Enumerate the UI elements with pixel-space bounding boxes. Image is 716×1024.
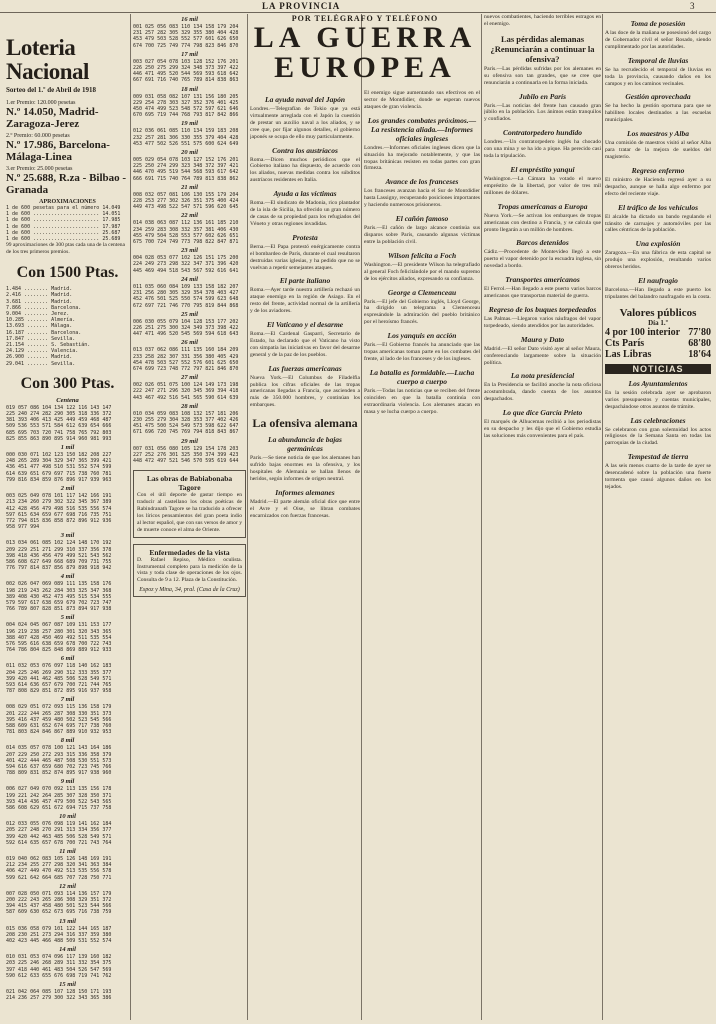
number-group-heading: 26 mil [181, 339, 198, 347]
article-text: Madrid.—El parte alemán oficial dice que entre el Avre y el Oise, se libran combates encarnizados con fuerzas francesas. [250, 498, 360, 519]
page-number: 3 [690, 1, 695, 11]
vision-advert-title: Enfermedades de la vista [149, 547, 230, 557]
number-group-heading: 11 mil [59, 848, 76, 856]
number-group-heading: 10 mil [59, 813, 76, 821]
approximations-heading: APROXIMACIONES [39, 199, 96, 205]
number-block: 011 032 053 076 097 118 140 162 183 204 225 246 269 290 312 333 355 377 399 420 441 462 485 506 528 549 571 593 614 636 657 679 700 721 744 765 787 808 829 851 872 895 916 937 958 [6, 663, 112, 695]
securities-value: 77'80 [688, 326, 711, 338]
telegraph-label: POR TELÉGRAFO Y TELÉFONO [291, 14, 439, 23]
number-group-heading: 2 mil [60, 485, 75, 493]
local-news-column [605, 14, 711, 1020]
article-text: A las doce de la mañana se posesionó del cargo de Gobernador civil el señor Rosado, siendo cumplimentado por las autoridades. [605, 30, 711, 50]
article-text: Londres.—Telegrafían de Tokio que ya está virtualmente arreglada con el Japón la cuestión de prestar un auxilio naval a los aliados, y se cree que, por fijar algunos detalles, el gobierno japonés se ocupa de ello muy particularmente. [250, 106, 360, 140]
lottery-column [6, 14, 129, 1020]
article-text: En la Presidencia se facilitó anoche la nota oficiosa acostumbrada, dando cuenta de los asuntos despachados. [484, 382, 601, 403]
number-block: 012 036 061 085 110 134 159 183 208 232 257 281 306 330 355 379 404 428 453 477 502 526 551 575 600 624 649 [133, 128, 239, 147]
article-text: París.—El Gobierno francés ha anunciado que las tropas americanas toman parte en los combates del frente, al lado de los franceses y de los ingleses. [364, 342, 480, 362]
article-heading: Las celebraciones [630, 415, 686, 425]
german-offensive-heading: La ofensiva alemana [252, 416, 358, 431]
number-block: 014 038 063 087 112 136 161 185 210 234 259 283 308 332 357 381 406 430 455 479 504 528 553 577 602 626 651 675 700 724 749 773 798 822 847 871 [133, 220, 239, 246]
number-block: 002 026 047 069 089 111 135 158 176 198 219 243 262 284 303 325 347 368 389 408 430 452 473 495 515 534 555 579 597 617 638 659 679 702 723 747 766 789 807 828 851 873 894 917 938 [6, 581, 112, 613]
war-column-3 [484, 14, 601, 1020]
column-rule [247, 14, 248, 1020]
article-heading: Gestión aprovechada [625, 92, 691, 102]
article-text: Madrid.—El señor Dato visitó ayer al señor Maura, conferenciando largamente sobre la situación política. [484, 345, 601, 366]
prize-2-number: N.º 17.986, Barcelona-Málaga-Linea [6, 139, 110, 163]
prize-2-label: 2.º Premio: 60.000 pesetas [6, 133, 70, 139]
article-heading: Tropas americanas a Europa [497, 201, 588, 211]
article-heading: Los yanquis en acción [387, 331, 457, 341]
number-group-heading: 23 mil [181, 247, 198, 255]
number-group-heading: 27 mil [181, 374, 198, 382]
number-group-heading: Centena [56, 396, 79, 404]
news-section-heading: NOTICIAS [605, 364, 711, 374]
tagore-box-text: Con el útil deporte de gastar tiempo en traducir al castellano los obras poéticas de Rabindranath Tagore se ha traducido a ofrecer los líricos pensamientos del gran poeta indio al lector español, que con sus versos de amor y de muerte conoce el alma de Oriente. [137, 492, 243, 533]
number-group-heading: 4 mil [60, 573, 75, 581]
number-group-heading: 1 mil [60, 444, 75, 452]
article-heading: El parte italiano [279, 276, 331, 286]
war-column-1 [250, 90, 360, 1020]
article-text: En la sesión celebrada ayer se aprobaron varios presupuestos y cuentas municipales, despachándose otros asuntos de trámite. [605, 389, 711, 410]
number-block: 015 036 058 079 101 122 144 165 187 208 230 251 273 294 316 337 359 380 402 423 445 466 488 509 531 552 574 [6, 925, 112, 945]
article-text: Nueva York.—Se activan los embarques de tropas americanas con destino a Francia, y se calcula que pronto llegarán a un millón de hombres. [484, 212, 601, 233]
article-text: nuevos combatientes, haciendo terribles estragos en el enemigo. [484, 14, 601, 27]
column-rule [602, 14, 603, 1020]
article-text: Se ha hecho la gestión oportuna para que se habiliten locales destinados a las escuelas municipales. [605, 103, 711, 124]
number-block: 014 035 057 078 100 121 143 164 186 207 229 250 272 293 315 336 358 379 401 422 444 465 487 508 530 551 573 594 616 637 659 680 702 723 745 766 788 809 831 852 874 895 917 938 960 [6, 745, 112, 777]
number-block: 019 057 086 104 134 122 116 143 147 225 240 274 282 290 305 318 336 372 381 393 406 413 425 449 459 468 487 509 536 553 571 584 612 639 654 666 685 695 703 720 741 758 765 792 803 825 855 863 890 895 914 960 981 993 [6, 404, 112, 442]
article-heading: La abundancia de bajas germánicas [268, 435, 342, 454]
approximations-list: 1 de 600 pesetas para el número 14.049 1 de 600 ...................... 14.051 1 de 600 ...................... 17.985 1 de 600 ...................... 17.987 1 de 600 ...................... 25.687 1 de 600 ...................... 25.689 [6, 205, 121, 243]
article-heading: Temporal de lluvias [627, 55, 689, 65]
number-group-heading: 19 mil [181, 120, 198, 128]
article-heading: Las pérdidas alemanas ¿Renunciarán a continuar la ofensiva? [490, 33, 595, 64]
tagore-box [133, 470, 246, 537]
war-title: LA GUERRA [253, 21, 477, 54]
article-heading: El empréstito yanqui [510, 164, 575, 174]
article-text: París.—Las pérdidas sufridas por los alemanes en su ofensiva son tan grandes, que se cree que renunciarán a continuarla en la forma iniciada. [484, 65, 601, 86]
article-text: El Ferrol.—Han llegado a este puerto varios barcos americanos que transportan material de guerra. [484, 286, 601, 300]
article-text: Los franceses avanzan hacia el Sur de Montdidier hasta Lassigny, recuperando posiciones importantes y haciendo numerosos prisioneros. [364, 188, 480, 209]
newspaper-title: LA PROVINCIA [262, 1, 341, 11]
article-heading: Transportes americanos [505, 275, 580, 285]
article-text: Las Palmas.—Llegaron varios náufragos del vapor torpedeado, siendo atendidos por las autoridades. [484, 315, 601, 329]
article-heading: Los grandes combates próximos.—La resistencia aliada.—Informes oficiales ingleses [367, 115, 477, 143]
number-block: 008 032 057 081 106 130 155 179 204 228 253 277 302 326 351 375 400 424 449 473 498 522 547 571 596 620 645 [133, 191, 239, 211]
number-group-heading: 17 mil [181, 50, 198, 58]
number-block: 010 031 053 074 096 117 139 160 182 203 225 246 268 289 311 332 354 375 397 418 440 461 483 504 526 547 569 590 612 633 655 676 698 719 741 762 [6, 954, 112, 979]
article-heading: Maura y Dato [520, 334, 565, 344]
lottery-date: Sorteo del 1.º de Abril de 1918 [6, 86, 97, 94]
article-heading: Las fuerzas americanas [268, 363, 342, 373]
article-text: El ministro de Hacienda regresó ayer a su despacho, aunque se halla algo enfermo por efecto del reciente viaje. [605, 176, 711, 197]
article-text: Zaragoza.—En una fábrica de esta capital se produjo una explosión, resultando varios obreros heridos. [605, 250, 711, 271]
number-group-heading: 5 mil [60, 614, 75, 622]
article-heading: Lo que dice García Prieto [502, 408, 583, 418]
article-text: A las seis menos cuarto de la tarde de ayer se desencadenó sobre la población una fuerte tormenta que causó algunos daños en los tejados. [605, 463, 711, 490]
number-group-heading: 8 mil [60, 737, 75, 745]
article-heading: Los maestros y Alba [626, 129, 689, 139]
vision-advert-box [133, 544, 246, 598]
article-heading: Regreso enfermo [631, 165, 685, 175]
number-group-heading: 13 mil [59, 917, 76, 925]
prize-3-label: 3.er Premio: 25.000 pesetas [6, 166, 73, 172]
lottery-title: Loteria Nacional [6, 35, 89, 84]
article-heading: Una explosión [635, 239, 681, 249]
number-block: 009 031 058 082 107 131 156 180 205 229 254 278 303 327 352 376 401 425 450 474 499 523 548 572 597 621 646 670 695 719 744 768 793 817 842 866 [133, 93, 239, 119]
article-heading: Informes alemanes [275, 487, 335, 497]
masthead [0, 0, 716, 13]
article-heading: La nota presidencial [510, 371, 575, 381]
number-group-heading: 14 mil [59, 946, 76, 954]
number-group-heading: 21 mil [181, 183, 198, 191]
vision-advert-text: D. Rafael Repiso, Médico oculista. Instrumental completo para la medición de la vista y toda clase de operaciones de los ojos. Consulta de 9 a 12. Plaza de la Constitución. [137, 556, 242, 584]
article-text: Roma.—El sindicato de Madonia, rico plantador de la isla de Sicilia, ha ofrecido un gran número de casas de su propiedad para los refugiados del Véneto y otras regiones invadidas. [250, 200, 360, 227]
prize-1-label: 1.er Premio: 120.000 pesetas [6, 100, 76, 106]
approximations-note: 99 aproximaciones de 300 ptas cada una de la centena de los tres primeros premios. [6, 242, 125, 256]
securities-date: Día 1.º [648, 318, 668, 327]
article-text: Roma.—Ayer tarde nuestra artillería rechazó un ataque enemigo en la región de Asiago. En el resto del frente, actividad normal de la artillería y de los aviadores. [250, 287, 360, 315]
article-heading: El Vaticano y el desarme [266, 320, 344, 330]
article-heading: Ayuda a las víctimas [273, 189, 337, 199]
number-block: 012 033 055 076 098 119 141 162 184 205 227 248 270 291 313 334 356 377 399 420 442 463 485 506 528 549 571 592 614 635 657 678 700 721 743 764 [6, 821, 112, 846]
number-group-heading: 25 mil [181, 310, 198, 318]
number-group-heading: 12 mil [59, 882, 76, 890]
article-heading: El cañón famoso [395, 214, 449, 224]
number-block: 013 034 061 085 102 124 148 170 192 209 229 251 271 299 310 337 356 378 398 418 436 456 479 499 521 543 562 586 608 627 649 668 689 709 731 755 776 797 814 837 856 879 898 918 942 [6, 540, 112, 572]
prize-1500-heading: Con 1500 Ptas. [16, 264, 119, 282]
article-heading: George a Clemenceau [387, 287, 457, 297]
number-group-heading: 18 mil [181, 85, 198, 93]
article-text: Washington.—El presidente Wilson ha telegrafiado al general Foch felicitándole por el mando supremo de los ejércitos aliados, expresando su confianza. [364, 261, 480, 282]
war-column-2 [364, 90, 480, 1020]
number-group-heading: 6 mil [60, 655, 75, 663]
number-block: 006 027 049 070 092 113 135 156 178 199 221 242 264 285 307 328 350 371 393 414 436 457 479 500 522 543 565 586 608 629 651 672 694 715 737 758 [6, 786, 112, 812]
number-block: 004 024 045 067 087 109 131 153 177 196 219 238 257 280 301 320 343 365 388 407 428 450 469 492 511 535 554 576 595 616 638 659 678 700 722 743 764 786 804 825 848 869 889 912 933 [6, 622, 112, 654]
article-text: Cádiz.—Procedente de Montevideo llegó a este puerto el vapor detenido por la escuadra inglesa, sin novedad a bordo. [484, 249, 601, 270]
article-heading: Jubilo en París [518, 91, 567, 101]
prize-1-number: N.º 14.050, Madrid-Zaragoza-Jerez [6, 106, 99, 130]
securities-label: Las Libras [605, 348, 652, 360]
article-text: Nueva York.—El Columbus de Filadelfia publica los cifras oficiales de las tropas americanas llegadas a Francia, que ascienden a más de 350.000 hombres, y continúan los embarques. [250, 374, 360, 409]
number-block: 002 026 051 075 100 124 149 173 198 222 247 271 296 320 345 369 394 418 443 467 492 516 541 565 590 614 639 [133, 382, 239, 401]
number-group-heading: 9 mil [60, 778, 75, 786]
number-block: 007 031 056 080 105 129 154 178 203 227 252 276 301 325 350 374 399 423 448 472 497 521 546 570 595 619 644 [133, 445, 239, 464]
article-text: El enemigo sigue aumentando sus efectivos en el sector de Montdidier, donde se esperan nuevos ataques de gran violencia. [364, 90, 480, 110]
securities-value: 18'64 [688, 348, 711, 360]
article-heading: La batalla es formidable.—Lucha cuerpo a cuerpo [369, 367, 475, 386]
number-group-heading: 24 mil [181, 275, 198, 283]
article-text: París.—El cañón de largo alcance continúa sus disparos sobre París, causando algunas víctimas entre la población civil. [364, 225, 480, 245]
article-text: Londres.—Un contratorpedero inglés ha chocado con una mina y se ha ido a pique. Ha perecido casi toda la tripulación. [484, 139, 601, 160]
public-securities-heading: Valores públicos [619, 306, 697, 319]
article-heading: Barcos detenidos [516, 238, 569, 248]
number-group-heading: 28 mil [181, 402, 198, 410]
number-block: 010 034 059 083 108 132 157 181 206 230 255 279 304 328 353 377 402 426 451 475 500 524 549 573 598 622 647 671 696 720 745 769 794 818 843 867 [133, 410, 239, 436]
article-text: Washington.—La Cámara ha votado el nuevo empréstito de la libertad, por valor de tres mil millones de dólares. [484, 175, 601, 196]
number-block: 001 025 056 083 110 134 158 179 204 231 257 282 305 329 355 380 404 428 453 479 503 528 552 577 601 626 650 674 700 725 749 774 798 823 846 870 [133, 24, 239, 49]
column-rule [130, 14, 131, 1020]
article-heading: Los Ayuntamientos [628, 378, 688, 388]
securities-label: Cts París [605, 337, 645, 349]
article-heading: Toma de posesión [630, 19, 686, 28]
article-text: París.—Se tiene noticia de que los alemanes han sufrido bajas enormes en la ofensiva, y los hospitales de Alemania se hallan llenos de heridos, según informes de origen neutral. [250, 455, 360, 482]
number-block: 006 030 055 079 104 128 153 177 202 226 251 275 300 324 349 373 398 422 447 471 496 520 545 569 594 618 643 [133, 318, 239, 338]
article-heading: Avance de los franceses [385, 177, 459, 187]
article-heading: Contra los austríacos [272, 145, 338, 155]
number-block: 019 040 062 083 105 126 148 169 191 212 234 255 277 298 320 341 363 384 406 427 449 470 492 513 535 556 578 599 621 642 664 685 707 728 750 771 [6, 856, 112, 881]
article-text: París.—El jefe del Gobierno inglés, Lloyd George, ha dirigido un telegrama a Clemenceau expresándole la admiración del pueblo británico por el heroísmo francés. [364, 298, 480, 326]
number-block: 008 029 051 072 093 115 136 158 179 201 222 244 265 287 308 330 351 373 395 416 437 459 480 502 523 545 566 588 609 631 652 674 695 717 738 760 781 803 824 846 867 889 910 932 953 [6, 704, 112, 736]
number-block: 013 037 062 086 111 135 160 184 209 233 258 282 307 331 356 380 405 429 454 478 503 527 552 576 601 625 650 674 699 723 748 772 797 821 846 870 [133, 347, 239, 372]
war-title-europea: EUROPEA [274, 51, 456, 84]
number-block: 011 035 060 084 109 133 158 182 207 231 256 280 305 329 354 378 403 427 452 476 501 525 550 574 599 623 648 672 697 721 746 770 795 819 844 868 [133, 283, 239, 309]
article-text: París.—Las noticias del frente han causado gran júbilo en la población. Los ánimos están tranquilos y confiados. [484, 102, 601, 123]
number-group-heading: 16 mil [181, 16, 198, 23]
lottery-continuation-column [133, 14, 246, 1020]
article-heading: Wilson felicita a Foch [387, 250, 457, 260]
article-text: El marqués de Alhucemas recibió a los periodistas en su despacho y les dijo que el Gobierno estudia las soluciones más convenientes para el país. [484, 419, 601, 439]
number-block: 007 028 050 071 093 114 136 157 179 200 222 243 265 286 308 329 351 372 394 415 437 458 480 501 523 544 566 587 609 630 652 673 695 716 738 759 [6, 890, 112, 916]
article-text: Londres.—Informes oficiales ingleses dicen que la situación ha mejorado notablemente, y que las tropas británicas resisten en todas partes con gran firmeza. [364, 144, 480, 172]
number-group-heading: 7 mil [60, 696, 75, 704]
column-rule [481, 14, 482, 1020]
prize-300-heading: Con 300 Ptas. [20, 374, 115, 392]
article-heading: Contratorpedero hundido [503, 128, 582, 138]
article-heading: Protesta [292, 232, 318, 242]
number-block: 003 027 054 078 103 128 152 176 201 226 250 275 299 324 348 373 397 422 446 471 495 520 544 569 593 618 642 667 691 716 740 765 789 814 838 863 [133, 58, 239, 84]
number-block: 004 028 053 077 102 126 151 175 200 224 249 273 298 322 347 371 396 420 445 469 494 518 543 567 592 616 641 [133, 255, 239, 274]
number-block: 003 025 049 078 101 117 142 166 191 213 234 260 279 302 322 345 367 389 412 428 456 479 498 516 535 556 574 597 615 634 659 677 698 716 735 751 772 794 815 836 858 872 896 912 936 958 977 994 [6, 493, 112, 531]
prize-1500-list: 1.484 ........ Madrid. 2.416 ........ Madrid. 3.681 ........ Madrid. 7.866 ........ Barcelona. 9.004 ........ Jerez. 10.285 ....... Almería. 13.693 ....... Málaga. 16.187 ....... Barcelona. 17.847 ....... Sevilla. 21.154 ....... S. Sebastián. 24.129 ....... Valencia. 26.900 ....... Madrid. 29.041 ....... Sevilla. [6, 286, 91, 367]
tagore-box-title: Las obras de Babiabonaba Tagore [146, 474, 233, 493]
article-text: París.—Todas las noticias que se reciben del frente coinciden en que la batalla continúa con extraordinaria violencia. Los alemanes atacan en masa y se lucha cuerpo a cuerpo. [364, 387, 480, 415]
number-block: 000 030 071 102 123 150 182 208 227 248 265 289 304 329 347 365 399 421 436 451 477 498 510 531 552 574 599 614 639 651 679 697 715 738 760 781 799 816 834 859 876 896 917 939 963 [6, 452, 112, 483]
article-text: Roma.—Dicen muchos periódicos que el Gobierno italiano ha dispuesto, de acuerdo con los aliados, nuevas medidas contra los súbditos austríacos residentes en Italia. [250, 156, 360, 184]
article-heading: Regreso de los buques torpedeados [488, 304, 597, 314]
article-text: Roma.—El Cardenal Gasparri, Secretario de Estado, ha declarado que el Vaticano ha visto con simpatía las iniciativas en favor del desarme general y de la paz de los pueblos. [250, 331, 360, 358]
securities-value: 68'80 [688, 337, 711, 349]
article-text: Berna.—El Papa protestó enérgicamente contra el bombardeo de París, durante el cual resultaron destruidas varias iglesias, y ha pedido que no se vuelvan a repetir semejantes ataques. [250, 243, 360, 271]
article-text: Barcelona.—Han llegado a este puerto los tripulantes del balandro naufragado en la costa. [605, 287, 711, 300]
article-text: Se ha recrudecido el temporal de lluvias en toda la provincia, causando daños en los campos y en los caminos vecinales. [605, 66, 711, 87]
number-group-heading: 3 mil [60, 532, 75, 540]
article-text: Se celebraron con gran solemnidad los actos religiosos de la Semana Santa en todas las parroquias de la ciudad. [605, 426, 711, 447]
number-group-heading: 20 mil [181, 149, 198, 157]
number-group-heading: 15 mil [59, 981, 76, 989]
article-text: El alcalde ha dictado un bando regulando el tránsito de carruajes y automóviles por las calles céntricas de la población. [605, 213, 711, 234]
securities-label: 4 por 100 interior [605, 326, 681, 338]
article-heading: Tempestad de tierra [627, 452, 689, 462]
number-block: 005 029 054 078 103 127 152 176 201 225 250 274 299 323 348 372 397 421 446 470 495 519 544 568 593 617 642 666 691 715 740 764 789 813 838 862 [133, 157, 239, 182]
number-group-heading: 29 mil [181, 437, 198, 445]
article-heading: La ayuda naval del Japón [265, 95, 345, 104]
number-block: 021 042 064 085 107 128 150 171 193 214 236 257 279 300 322 343 365 386 [6, 989, 112, 1002]
vision-advert-address: Espoz y Mina, 34, pral. (Casa de la Cruz) [139, 587, 240, 594]
article-heading: El tráfico de los vehículos [618, 202, 698, 212]
number-group-heading: 22 mil [181, 212, 198, 220]
article-heading: El naufragio [638, 276, 678, 286]
prize-3-number: N.º 25.688, R.za - Bilbao - Granada [6, 172, 127, 196]
securities-row [605, 349, 711, 360]
securities-row [605, 338, 711, 349]
article-text: Una comisión de maestros visitó al señor Alba para tratar de la mejora de sueldos del magisterio. [605, 140, 711, 160]
securities-row [605, 327, 711, 338]
